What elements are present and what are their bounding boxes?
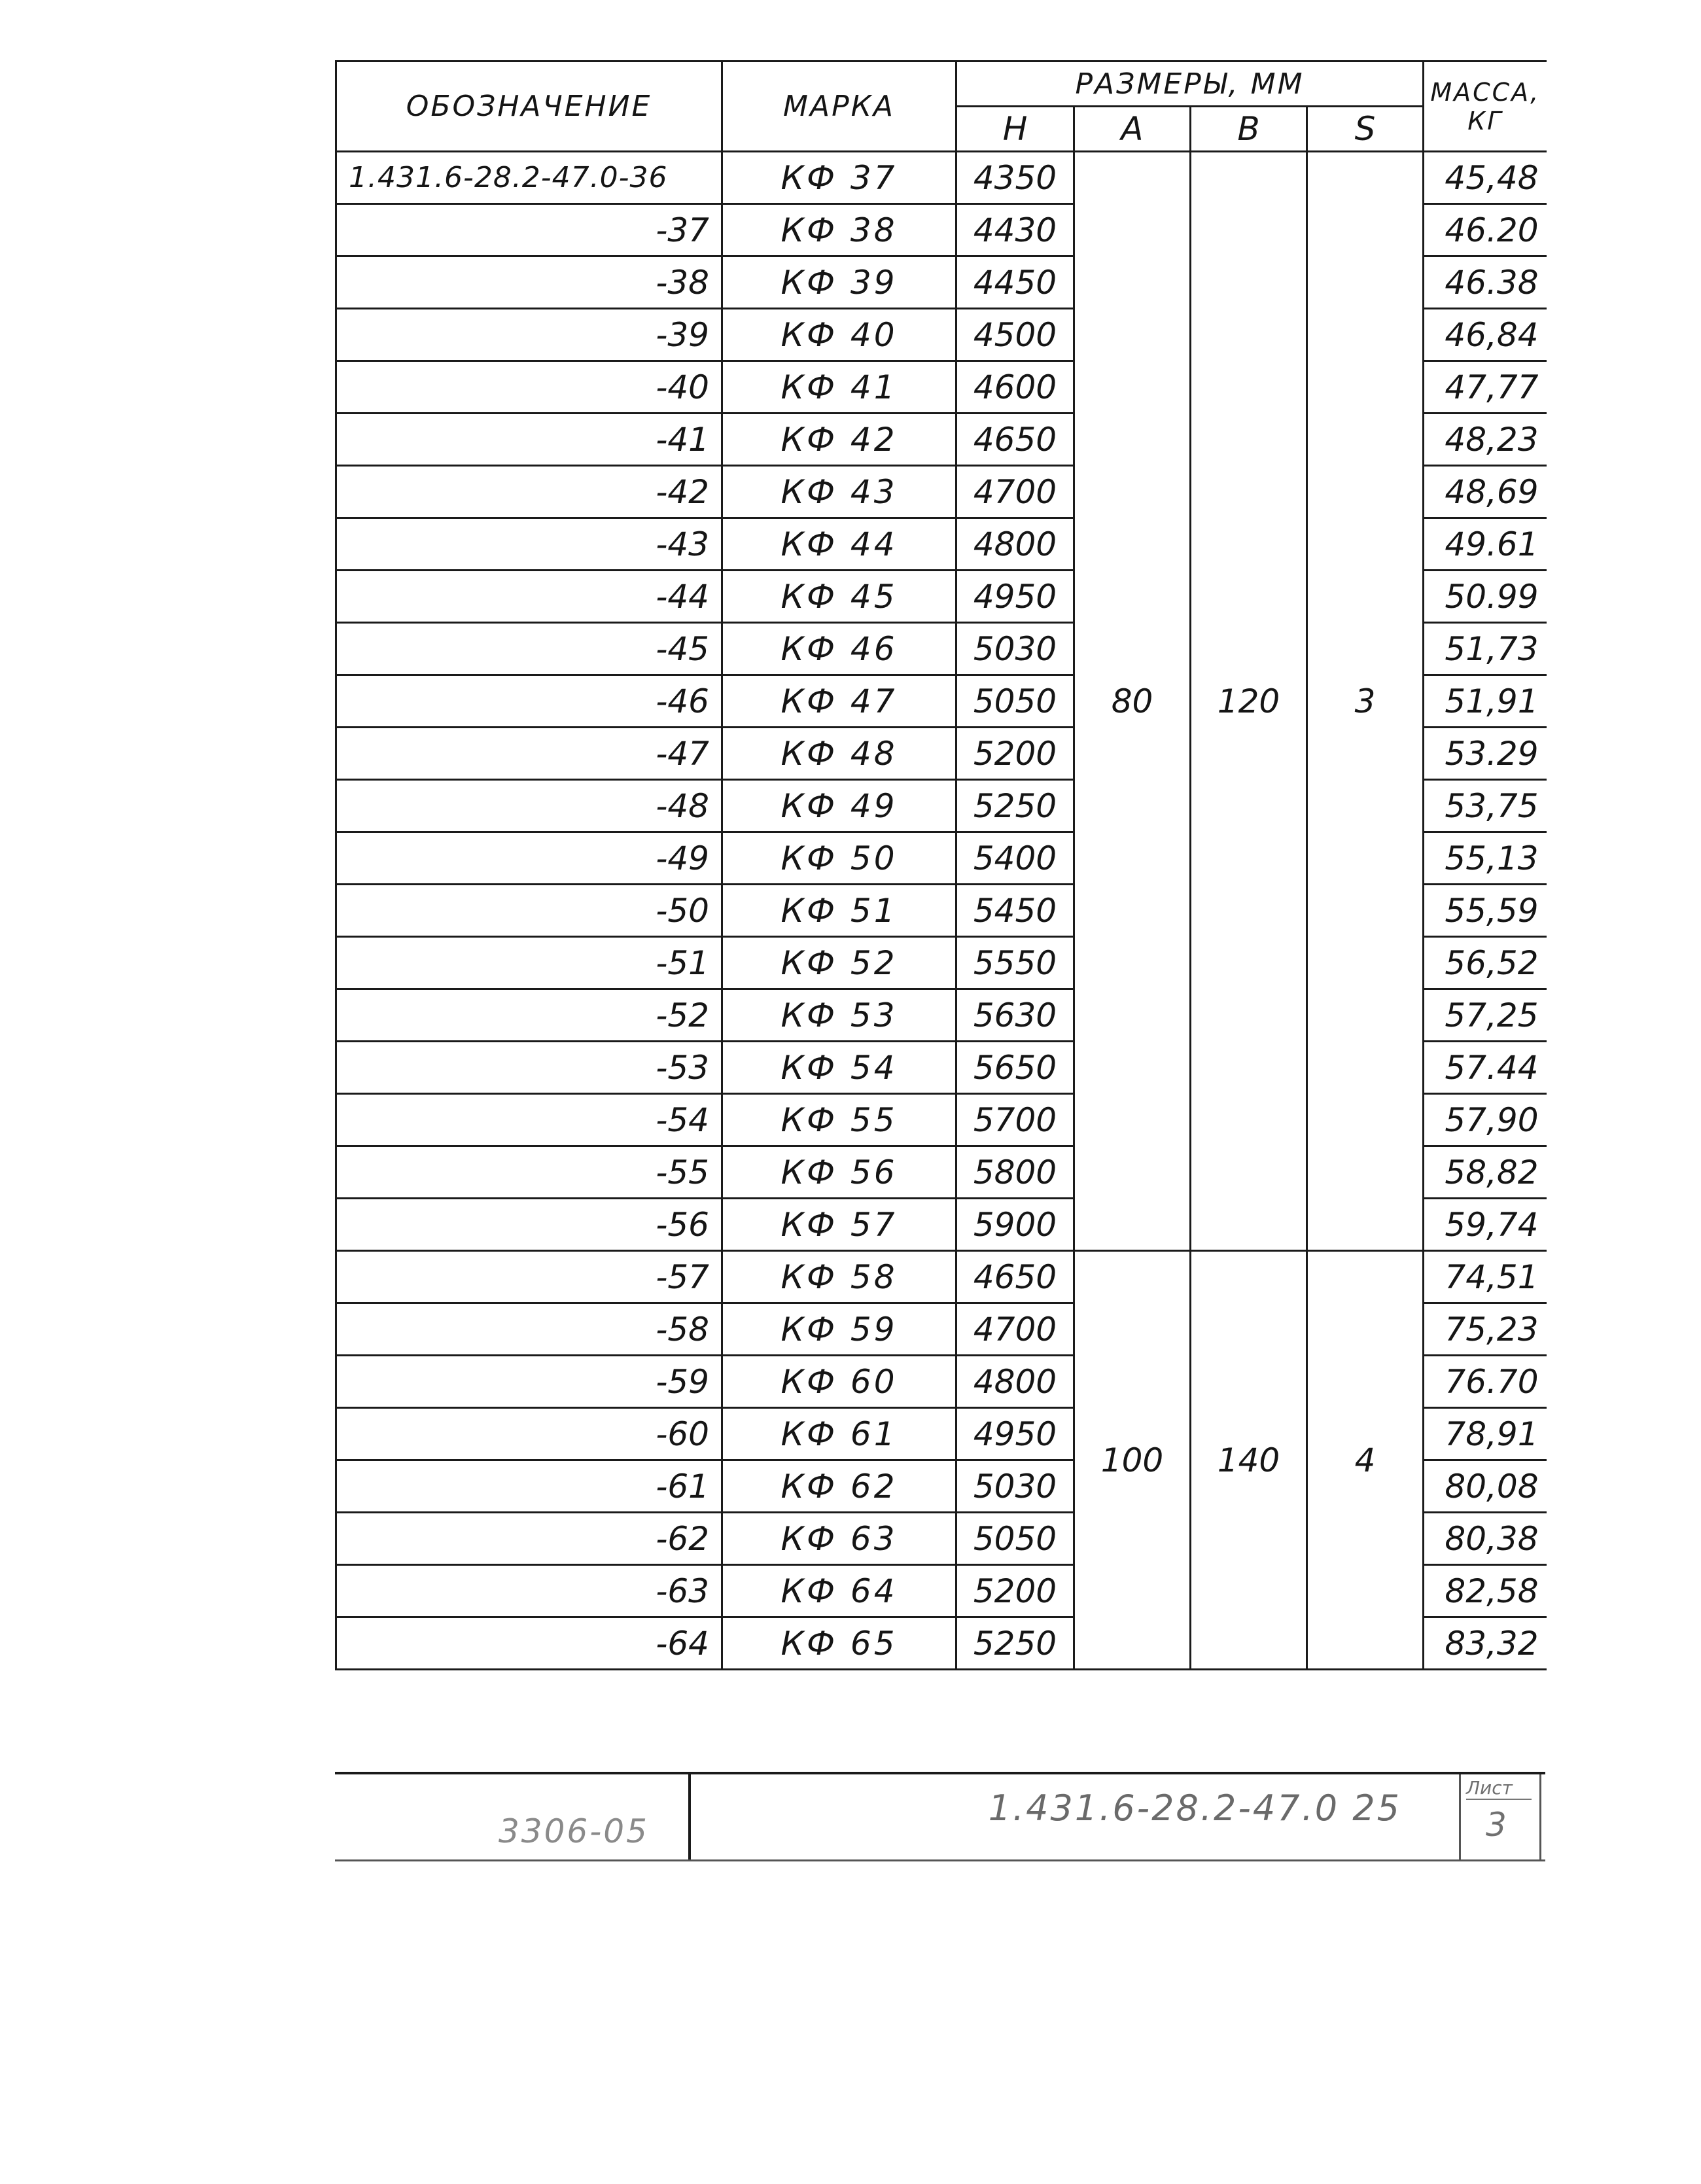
mark-cell: КФ 53 (722, 989, 956, 1042)
title-block (335, 1772, 1545, 1861)
mark-cell: КФ 59 (722, 1303, 956, 1356)
height-cell: 5050 (956, 675, 1074, 728)
mass-cell: 45,48 (1424, 152, 1547, 204)
mass-cell: 48,23 (1424, 414, 1547, 466)
designation-cell: -37 (336, 204, 722, 256)
mark-cell: КФ 44 (722, 518, 956, 571)
mass-cell: 83,32 (1424, 1617, 1547, 1670)
mark-cell: КФ 46 (722, 623, 956, 675)
designation-cell: -52 (336, 989, 722, 1042)
height-cell: 5800 (956, 1146, 1074, 1199)
table-body (336, 152, 1547, 1670)
sheet-number: 3 (1486, 1806, 1507, 1844)
designation-cell: -48 (336, 780, 722, 832)
mass-cell: 59,74 (1424, 1199, 1547, 1251)
title-block-left (335, 1774, 691, 1859)
mass-cell: 75,23 (1424, 1303, 1547, 1356)
mass-cell: 80,38 (1424, 1513, 1547, 1565)
height-cell: 5700 (956, 1094, 1074, 1146)
mark-cell: КФ 55 (722, 1094, 956, 1146)
mass-cell: 47,77 (1424, 361, 1547, 414)
height-cell: 4500 (956, 309, 1074, 361)
specification-table (335, 60, 1547, 1670)
height-cell: 4800 (956, 1356, 1074, 1408)
mark-cell: КФ 61 (722, 1408, 956, 1460)
designation-cell: -40 (336, 361, 722, 414)
mark-cell: КФ 49 (722, 780, 956, 832)
height-cell: 5200 (956, 728, 1074, 780)
designation-cell: -39 (336, 309, 722, 361)
height-cell: 4350 (956, 152, 1074, 204)
dimension-a-cell: 100 (1074, 1251, 1191, 1670)
sheet-label: Лист (1466, 1777, 1532, 1800)
designation-cell: -56 (336, 1199, 722, 1251)
dimension-s-cell: 3 (1307, 152, 1424, 1251)
header-mass: МАССА, КГ (1424, 62, 1547, 152)
mark-cell: КФ 47 (722, 675, 956, 728)
designation-cell: -58 (336, 1303, 722, 1356)
mass-cell: 46,84 (1424, 309, 1547, 361)
mass-cell: 53,75 (1424, 780, 1547, 832)
mass-cell: 74,51 (1424, 1251, 1547, 1303)
mark-cell: КФ 45 (722, 571, 956, 623)
mark-cell: КФ 37 (722, 152, 956, 204)
height-cell: 5630 (956, 989, 1074, 1042)
header-dimensions: РАЗМЕРЫ, ММ (956, 62, 1424, 107)
designation-cell: -62 (336, 1513, 722, 1565)
height-cell: 5550 (956, 937, 1074, 989)
designation-cell: -63 (336, 1565, 722, 1617)
mark-cell: КФ 62 (722, 1460, 956, 1513)
height-cell: 4650 (956, 1251, 1074, 1303)
mark-cell: КФ 63 (722, 1513, 956, 1565)
mark-cell: КФ 58 (722, 1251, 956, 1303)
header-b: В (1191, 107, 1307, 152)
height-cell: 4700 (956, 466, 1074, 518)
height-cell: 5650 (956, 1042, 1074, 1094)
mark-cell: КФ 39 (722, 256, 956, 309)
inventory-number: 3306-05 (499, 1812, 649, 1850)
designation-cell: -64 (336, 1617, 722, 1670)
mark-cell: КФ 48 (722, 728, 956, 780)
height-cell: 5030 (956, 1460, 1074, 1513)
designation-cell: -41 (336, 414, 722, 466)
mass-cell: 55,59 (1424, 885, 1547, 937)
mass-cell: 57,90 (1424, 1094, 1547, 1146)
height-cell: 4650 (956, 414, 1074, 466)
mass-cell: 57,25 (1424, 989, 1547, 1042)
mass-cell: 46.38 (1424, 256, 1547, 309)
mark-cell: КФ 41 (722, 361, 956, 414)
designation-cell: -42 (336, 466, 722, 518)
height-cell: 4950 (956, 571, 1074, 623)
mass-cell: 46.20 (1424, 204, 1547, 256)
designation-cell: -44 (336, 571, 722, 623)
mark-cell: КФ 51 (722, 885, 956, 937)
designation-cell: -59 (336, 1356, 722, 1408)
drawing-sheet (335, 60, 1545, 1850)
dimension-s-cell: 4 (1307, 1251, 1424, 1670)
height-cell: 4450 (956, 256, 1074, 309)
height-cell: 4800 (956, 518, 1074, 571)
mass-cell: 76.70 (1424, 1356, 1547, 1408)
mark-cell: КФ 57 (722, 1199, 956, 1251)
mass-cell: 51,73 (1424, 623, 1547, 675)
sheet-cell (1459, 1774, 1541, 1859)
header-a: A (1074, 107, 1191, 152)
height-cell: 4950 (956, 1408, 1074, 1460)
dimension-b-cell: 120 (1191, 152, 1307, 1251)
table-row (336, 152, 1547, 204)
height-cell: 4430 (956, 204, 1074, 256)
height-cell: 4700 (956, 1303, 1074, 1356)
table-row (336, 1251, 1547, 1303)
header-s: S (1307, 107, 1424, 152)
designation-cell: -53 (336, 1042, 722, 1094)
designation-cell: 1.431.6-28.2-47.0-36 (336, 152, 722, 204)
mass-cell: 55,13 (1424, 832, 1547, 885)
designation-cell: -43 (336, 518, 722, 571)
height-cell: 4600 (956, 361, 1074, 414)
height-cell: 5450 (956, 885, 1074, 937)
mark-cell: КФ 42 (722, 414, 956, 466)
title-block-code-cell (688, 1774, 1441, 1859)
mass-cell: 57.44 (1424, 1042, 1547, 1094)
designation-cell: -54 (336, 1094, 722, 1146)
mass-cell: 51,91 (1424, 675, 1547, 728)
mass-cell: 80,08 (1424, 1460, 1547, 1513)
designation-cell: -49 (336, 832, 722, 885)
designation-cell: -50 (336, 885, 722, 937)
dimension-b-cell: 140 (1191, 1251, 1307, 1670)
designation-cell: -38 (336, 256, 722, 309)
mark-cell: КФ 50 (722, 832, 956, 885)
mark-cell: КФ 43 (722, 466, 956, 518)
mass-cell: 48,69 (1424, 466, 1547, 518)
designation-cell: -61 (336, 1460, 722, 1513)
mark-cell: КФ 56 (722, 1146, 956, 1199)
designation-cell: -47 (336, 728, 722, 780)
dimension-a-cell: 80 (1074, 152, 1191, 1251)
mass-cell: 56,52 (1424, 937, 1547, 989)
height-cell: 5250 (956, 780, 1074, 832)
height-cell: 5900 (956, 1199, 1074, 1251)
mass-cell: 82,58 (1424, 1565, 1547, 1617)
mark-cell: КФ 60 (722, 1356, 956, 1408)
height-cell: 5200 (956, 1565, 1074, 1617)
mark-cell: КФ 38 (722, 204, 956, 256)
designation-cell: -51 (336, 937, 722, 989)
mass-cell: 50.99 (1424, 571, 1547, 623)
designation-cell: -55 (336, 1146, 722, 1199)
mark-cell: КФ 54 (722, 1042, 956, 1094)
height-cell: 5250 (956, 1617, 1074, 1670)
height-cell: 5030 (956, 623, 1074, 675)
mark-cell: КФ 52 (722, 937, 956, 989)
designation-cell: -57 (336, 1251, 722, 1303)
header-designation: ОБОЗНАЧЕНИЕ (336, 62, 722, 152)
header-h: H (956, 107, 1074, 152)
height-cell: 5400 (956, 832, 1074, 885)
mass-cell: 53.29 (1424, 728, 1547, 780)
designation-cell: -45 (336, 623, 722, 675)
designation-cell: -46 (336, 675, 722, 728)
height-cell: 5050 (956, 1513, 1074, 1565)
mass-cell: 78,91 (1424, 1408, 1547, 1460)
mass-cell: 58,82 (1424, 1146, 1547, 1199)
mark-cell: КФ 65 (722, 1617, 956, 1670)
header-mark: МАРКА (722, 62, 956, 152)
mark-cell: КФ 64 (722, 1565, 956, 1617)
document-code: 1.431.6-28.2-47.0 25 (988, 1788, 1401, 1829)
mark-cell: КФ 40 (722, 309, 956, 361)
mass-cell: 49.61 (1424, 518, 1547, 571)
designation-cell: -60 (336, 1408, 722, 1460)
